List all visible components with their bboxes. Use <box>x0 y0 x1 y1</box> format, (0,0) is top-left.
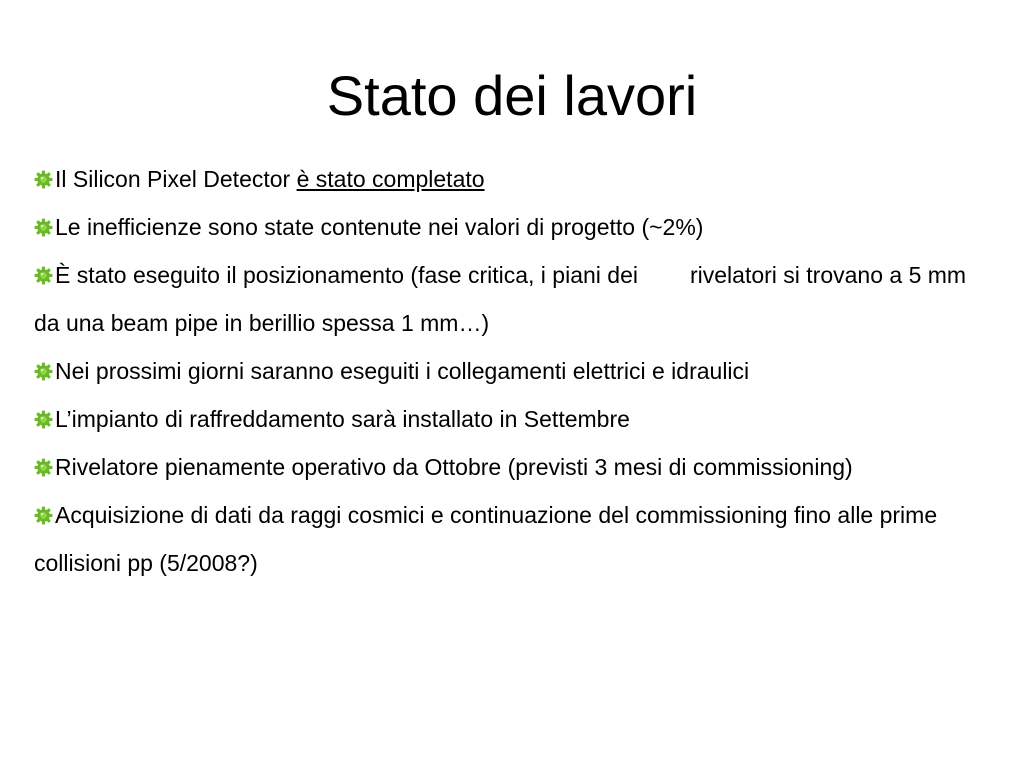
slide-title: Stato dei lavori <box>326 64 698 127</box>
bullet-item <box>34 491 990 587</box>
bullet-text: L’impianto di raffreddamento sarà installato in Settembre <box>55 406 630 432</box>
green-gear-bullet-icon <box>34 362 53 381</box>
bullet-list <box>34 155 990 587</box>
green-gear-bullet-icon <box>34 506 53 525</box>
bullet-text: È stato eseguito il posizionamento (fase critica, i piani dei <box>55 262 638 288</box>
bullet-item <box>34 251 990 347</box>
green-gear-bullet-icon <box>34 410 53 429</box>
bullet-text: Nei prossimi giorni saranno eseguiti i collegamenti elettrici e idraulici <box>55 358 750 384</box>
green-gear-bullet-icon <box>34 458 53 477</box>
bullet-item <box>34 347 990 395</box>
green-gear-bullet-icon <box>34 266 53 285</box>
bullet-item <box>34 155 990 203</box>
green-gear-bullet-icon <box>34 170 53 189</box>
bullet-text: Il Silicon Pixel Detector <box>55 166 297 192</box>
bullet-text: Acquisizione di dati da raggi cosmici e continuazione del commissioning fino alle prime collisioni pp (5/2008?) <box>34 502 938 576</box>
bullet-emphasis: è stato completato <box>296 166 485 192</box>
bullet-item <box>34 443 990 491</box>
bullet-text: Le inefficienze sono state contenute nei valori di progetto (~2%) <box>55 214 704 240</box>
bullet-item <box>34 203 990 251</box>
bullet-text-continued: rivelatori si trovano a 5 mm da una beam pipe in berillio spessa 1 mm…) <box>34 262 967 336</box>
bullet-text: Rivelatore pienamente operativo da Ottobre (previsti 3 mesi di commissioning) <box>55 454 853 480</box>
bullet-item <box>34 395 990 443</box>
green-gear-bullet-icon <box>34 218 53 237</box>
